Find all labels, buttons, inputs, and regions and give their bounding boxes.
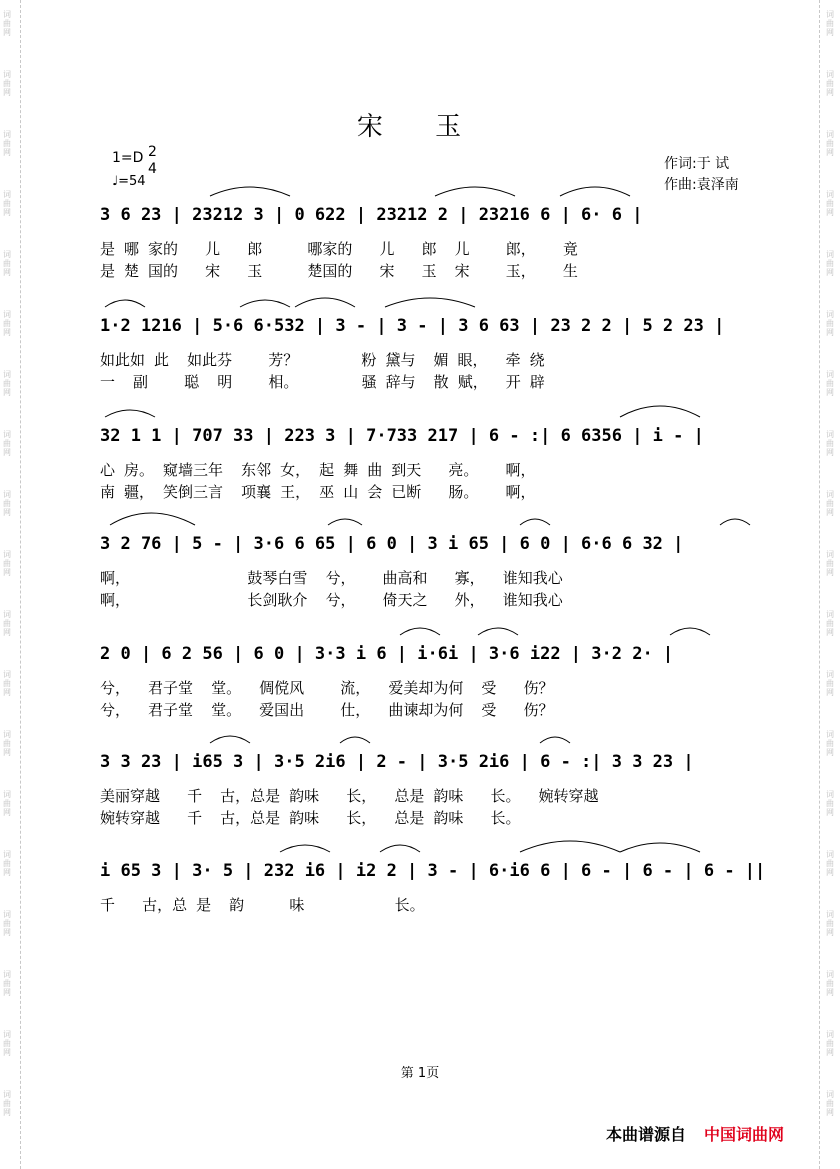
watermark-text: 词 曲 网 (826, 190, 834, 217)
watermark-text: 词 曲 网 (826, 430, 834, 457)
watermark-text: 词 曲 网 (3, 1090, 11, 1117)
notation-line: 1·2 1216 | 5·6 6·532 | 3 - | 3 - | 3 6 63 | 23 2 2 | 5 2 23 | (100, 316, 725, 336)
meter-bottom: 4 (148, 161, 157, 177)
watermark-text: 词 曲 网 (3, 1030, 11, 1057)
watermark-text: 词 曲 网 (826, 370, 834, 397)
watermark-text: 词 曲 网 (826, 850, 834, 877)
watermark-text: 词 曲 网 (3, 70, 11, 97)
watermark-text: 词 曲 网 (826, 10, 834, 37)
source-prefix: 本曲谱源自 (606, 1125, 687, 1144)
watermark-text: 词 曲 网 (3, 550, 11, 577)
watermark-text: 词 曲 网 (3, 910, 11, 937)
watermark-text: 词 曲 网 (3, 490, 11, 517)
song-title: 宋 玉 (356, 112, 484, 142)
watermark-text: 词 曲 网 (3, 130, 11, 157)
watermark-text: 词 曲 网 (3, 850, 11, 877)
watermark-text: 词 曲 网 (826, 730, 834, 757)
source-site-link[interactable]: 中国词曲网 (704, 1125, 785, 1144)
notation-line: 3 2 76 | 5 - | 3·6 6 65 | 6 0 | 3 i 65 | 6 0 | 6·6 6 32 | (100, 534, 684, 554)
page-number: 第 1页 (400, 1066, 440, 1081)
watermark-text: 词 曲 网 (826, 670, 834, 697)
lyric-verse-2: 婉转穿越 千 古，总是 韵味 长， 总是 韵味 长。 (100, 809, 521, 827)
lyric-verse-1: 千 古，总 是 韵 味 长。 (100, 896, 425, 914)
tempo-marking: ♩=54 (112, 174, 146, 189)
watermark-text: 词 曲 网 (3, 250, 11, 277)
lyric-verse-1: 美丽穿越 千 古，总是 韵味 长， 总是 韵味 长。 婉转穿越 (100, 787, 599, 805)
watermark-text: 词 曲 网 (826, 70, 834, 97)
watermark-text: 词 曲 网 (826, 130, 834, 157)
watermark-text: 词 曲 网 (826, 250, 834, 277)
watermark-text: 词 曲 网 (826, 790, 834, 817)
lyricist-credit: 作词:于 试 (664, 156, 730, 172)
watermark-text: 词 曲 网 (826, 610, 834, 637)
lyric-verse-2: 南 疆， 笑倒三言 项襄 王， 巫 山 会 已断 肠。 啊， (100, 483, 536, 501)
watermark-text: 词 曲 网 (3, 310, 11, 337)
watermark-text: 词 曲 网 (826, 1090, 834, 1117)
lyric-verse-1: 是 哪 家的 儿 郎 哪家的 儿 郎 儿 郎， 竟 (100, 240, 578, 258)
watermark-text: 词 曲 网 (826, 310, 834, 337)
watermark-text: 词 曲 网 (3, 970, 11, 997)
notation-line: 32 1 1 | 707 33 | 223 3 | 7·733 217 | 6 - :| 6 6356 | i - | (100, 426, 704, 446)
source-credit (606, 1122, 784, 1145)
lyric-verse-1: 心 房。 窥墙三年 东邻 女， 起 舞 曲 到天 亮。 啊， (100, 461, 536, 479)
watermark-text: 词 曲 网 (3, 790, 11, 817)
lyric-verse-2: 兮， 君子堂 堂。 爱国出 仕， 曲谏却为何 受 伤？ (100, 701, 554, 719)
lyric-verse-1: 啊， 鼓琴白雪 兮， 曲高和 寡， 谁知我心 (100, 569, 563, 587)
lyric-verse-1: 兮， 君子堂 堂。 倜傥风 流， 爱美却为何 受 伤？ (100, 679, 554, 697)
watermark-text: 词 曲 网 (826, 490, 834, 517)
meter-top: 2 (148, 144, 157, 160)
lyric-verse-1: 如此如 此 如此芬 芳？ 粉 黛与 媚 眼， 牵 绕 (100, 351, 545, 369)
notation-line: 3 6 23 | 23212 3 | 0 622 | 23212 2 | 23216 6 | 6· 6 | (100, 205, 643, 225)
notation-line: 3 3 23 | i65 3 | 3·5 2i6 | 2 - | 3·5 2i6 | 6 - :| 3 3 23 | (100, 752, 694, 772)
watermark-text: 词 曲 网 (3, 610, 11, 637)
notation-line: 2 0 | 6 2 56 | 6 0 | 3·3 i 6 | i·6i | 3·6 i22 | 3·2 2· | (100, 644, 674, 664)
key-signature: 1=D (112, 150, 144, 166)
watermark-text: 词 曲 网 (3, 730, 11, 757)
watermark-text: 词 曲 网 (3, 10, 11, 37)
watermark-text: 词 曲 网 (3, 190, 11, 217)
watermark-text: 词 曲 网 (826, 550, 834, 577)
composer-credit: 作曲:袁泽南 (664, 177, 739, 193)
watermark-text: 词 曲 网 (826, 1030, 834, 1057)
lyric-verse-2: 是 楚 国的 宋 玉 楚国的 宋 玉 宋 玉， 生 (100, 262, 578, 280)
time-signature (148, 144, 157, 178)
watermark-text: 词 曲 网 (826, 910, 834, 937)
watermark-text: 词 曲 网 (826, 970, 834, 997)
notation-line: i 65 3 | 3· 5 | 232 i6 | i2 2 | 3 - | 6·i6 6 | 6 - | 6 - | 6 - || (100, 861, 766, 881)
watermark-text: 词 曲 网 (3, 430, 11, 457)
watermark-text: 词 曲 网 (3, 370, 11, 397)
lyric-verse-2: 一 副 聪 明 相。 骚 辞与 散 赋， 开 辟 (100, 373, 545, 391)
watermark-text: 词 曲 网 (3, 670, 11, 697)
lyric-verse-2: 啊， 长剑耿介 兮， 倚天之 外， 谁知我心 (100, 591, 563, 609)
